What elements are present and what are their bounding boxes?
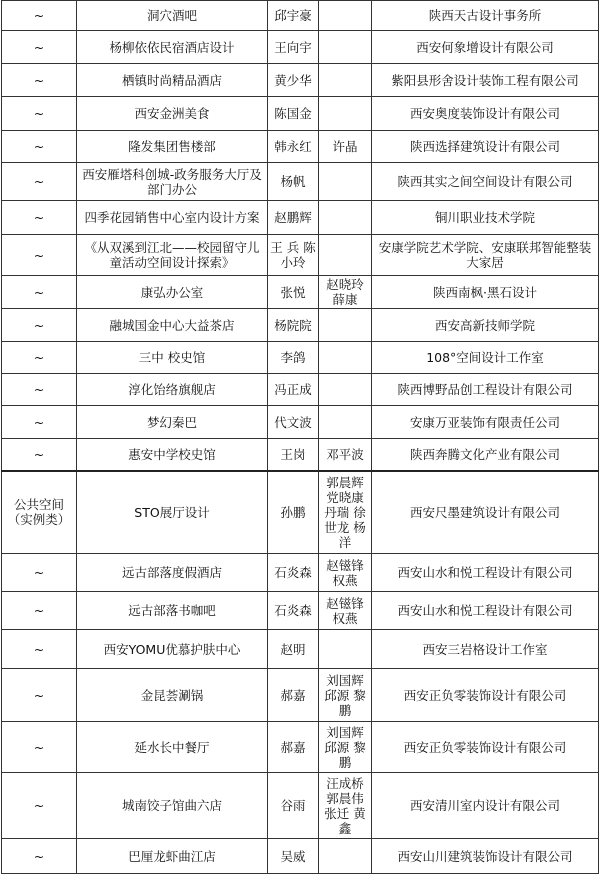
project-name-cell: 淳化饴络旗舰店 [77,374,268,406]
table-row [2,773,599,839]
category-cell: ~ [2,773,77,839]
organization-cell: 陕西博野品创工程设计有限公司 [372,374,599,406]
table-row [2,342,599,374]
organization-cell: 陕西其实之间空间设计有限公司 [372,163,599,201]
category-cell: ~ [2,97,77,131]
project-name-cell: 远古部落度假酒店 [77,554,268,592]
category-cell: ~ [2,439,77,471]
designer-cell: 黄少华 [268,64,319,97]
co-designer-cell [319,309,372,342]
designer-cell: 李鸽 [268,342,319,374]
table-row [2,406,599,439]
organization-cell: 西安正负零装饰设计有限公司 [372,722,599,773]
designer-cell: 王 兵 陈小玲 [268,235,319,276]
co-designer-cell: 刘国辉 邱源 黎鹏 [319,722,372,773]
project-name-cell: 融城国金中心大益茶店 [77,309,268,342]
table-row [2,471,599,554]
organization-cell: 西安高新技师学院 [372,309,599,342]
co-designer-cell [319,31,372,64]
table-row [2,31,599,64]
co-designer-cell [319,374,372,406]
co-designer-cell [319,839,372,874]
table-row [2,1,599,31]
project-name-cell: 金昆荟涮锅 [77,669,268,722]
designer-cell: 张悦 [268,276,319,309]
co-designer-cell [319,1,372,31]
project-name-cell: 西安金洲美食 [77,97,268,131]
organization-cell: 西安山水和悦工程设计有限公司 [372,592,599,630]
co-designer-cell [319,235,372,276]
table-row [2,131,599,163]
co-designer-cell: 赵镃锋 权燕 [319,554,372,592]
organization-cell: 西安正负零装饰设计有限公司 [372,669,599,722]
category-cell: ~ [2,276,77,309]
table-row [2,669,599,722]
project-name-cell: 隆发集团售楼部 [77,131,268,163]
co-designer-cell [319,201,372,235]
category-cell: ~ [2,1,77,31]
designer-cell: 石炎森 [268,592,319,630]
designer-cell: 韩永红 [268,131,319,163]
category-cell: ~ [2,163,77,201]
organization-cell: 陕西选择建筑设计有限公司 [372,131,599,163]
project-name-cell: 延水长中餐厅 [77,722,268,773]
category-cell: ~ [2,309,77,342]
co-designer-cell [319,342,372,374]
project-name-cell: 《从双溪到江北——校园留守儿童活动空间设计探索》 [77,235,268,276]
project-name-cell: 远古部落书咖吧 [77,592,268,630]
category-cell: ~ [2,31,77,64]
designer-cell: 杨院院 [268,309,319,342]
table-row [2,630,599,669]
designer-cell: 杨帆 [268,163,319,201]
project-name-cell: 栖镇时尚精品酒店 [77,64,268,97]
organization-cell: 西安何象增设计有限公司 [372,31,599,64]
project-name-cell: 西安YOMU优慕护肤中心 [77,630,268,669]
category-cell: 公共空间（实例类） [2,471,77,554]
table-row [2,276,599,309]
table-row [2,839,599,874]
organization-cell: 西安三岩格设计工作室 [372,630,599,669]
designer-cell: 郝嘉 [268,669,319,722]
table-row [2,309,599,342]
organization-cell: 西安山水和悦工程设计有限公司 [372,554,599,592]
category-cell: ~ [2,592,77,630]
designer-cell: 郝嘉 [268,722,319,773]
designer-cell: 赵明 [268,630,319,669]
project-name-cell: 洞穴酒吧 [77,1,268,31]
organization-cell: 西安奥度装饰设计有限公司 [372,97,599,131]
table-row [2,722,599,773]
category-cell: ~ [2,201,77,235]
co-designer-cell: 邓平波 [319,439,372,471]
category-cell: ~ [2,342,77,374]
project-name-cell: 四季花园销售中心室内设计方案 [77,201,268,235]
designer-cell: 邱宇豪 [268,1,319,31]
category-cell: ~ [2,554,77,592]
organization-cell: 西安尺墨建筑设计有限公司 [372,471,599,554]
designer-cell: 吴威 [268,839,319,874]
project-name-cell: STO展厅设计 [77,471,268,554]
organization-cell: 西安山川建筑装饰设计有限公司 [372,839,599,874]
organization-cell: 铜川职业技术学院 [372,201,599,235]
category-cell: ~ [2,406,77,439]
table-row [2,235,599,276]
co-designer-cell [319,406,372,439]
organization-cell: 108°空间设计工作室 [372,342,599,374]
designer-cell: 孙鹏 [268,471,319,554]
organization-cell: 陕西南枫·黑石设计 [372,276,599,309]
table-row [2,163,599,201]
category-cell: ~ [2,630,77,669]
table-row [2,554,599,592]
co-designer-cell: 汪成桥 郭晨伟 张迁 黄鑫 [319,773,372,839]
designer-cell: 赵鹏辉 [268,201,319,235]
category-cell: ~ [2,64,77,97]
project-name-cell: 西安雁塔科创城-政务服务大厅及部门办公 [77,163,268,201]
category-cell: ~ [2,374,77,406]
project-name-cell: 梦幻秦巴 [77,406,268,439]
project-name-cell: 三中 校史馆 [77,342,268,374]
project-name-cell: 城南饺子馆曲六店 [77,773,268,839]
project-name-cell: 惠安中学校史馆 [77,439,268,471]
award-table [1,0,599,874]
category-cell: ~ [2,839,77,874]
designer-cell: 石炎森 [268,554,319,592]
designer-cell: 谷雨 [268,773,319,839]
co-designer-cell: 赵晓玲 薛康 [319,276,372,309]
co-designer-cell [319,97,372,131]
designer-cell: 王岗 [268,439,319,471]
organization-cell: 安康万亚装饰有限责任公司 [372,406,599,439]
co-designer-cell: 许晶 [319,131,372,163]
co-designer-cell [319,64,372,97]
category-cell: ~ [2,131,77,163]
project-name-cell: 杨柳依依民宿酒店设计 [77,31,268,64]
category-cell: ~ [2,235,77,276]
project-name-cell: 康弘办公室 [77,276,268,309]
co-designer-cell [319,630,372,669]
table-body [2,1,599,874]
table-row [2,64,599,97]
category-cell: ~ [2,669,77,722]
table-row [2,374,599,406]
co-designer-cell: 郭晨辉 党晓康 丹瑞 徐世龙 杨洋 [319,471,372,554]
co-designer-cell: 刘国辉 邱源 黎鹏 [319,669,372,722]
table-row [2,97,599,131]
table-row [2,201,599,235]
designer-cell: 代文波 [268,406,319,439]
co-designer-cell: 赵镃锋 权燕 [319,592,372,630]
designer-cell: 王向宇 [268,31,319,64]
co-designer-cell [319,163,372,201]
designer-cell: 陈国金 [268,97,319,131]
organization-cell: 陕西天古设计事务所 [372,1,599,31]
organization-cell: 安康学院艺术学院、安康联邦智能整装大家居 [372,235,599,276]
organization-cell: 陕西奔腾文化产业有限公司 [372,439,599,471]
organization-cell: 紫阳县形舍设计装饰工程有限公司 [372,64,599,97]
designer-cell: 冯正成 [268,374,319,406]
project-name-cell: 巴厘龙虾曲江店 [77,839,268,874]
organization-cell: 西安清川室内设计有限公司 [372,773,599,839]
table-row [2,592,599,630]
table-row [2,439,599,471]
category-cell: ~ [2,722,77,773]
